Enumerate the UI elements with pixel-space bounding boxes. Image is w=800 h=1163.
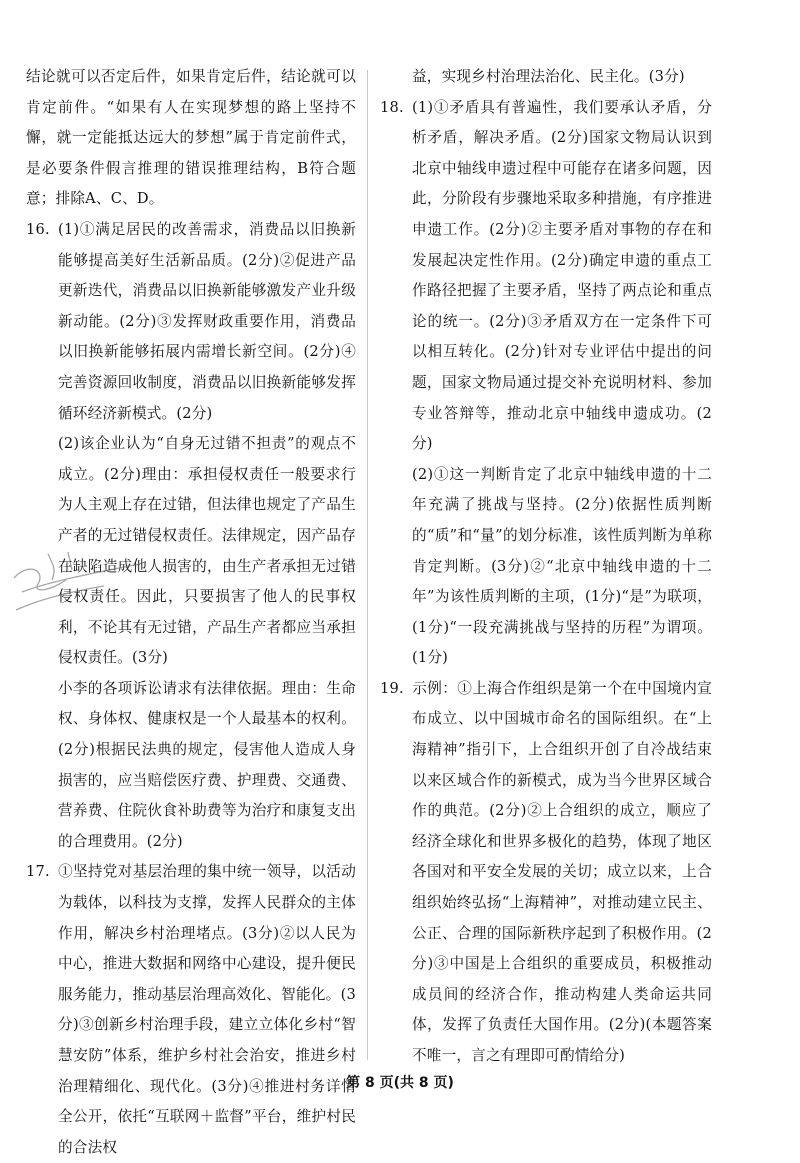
q16-part3: 小李的各项诉讼请求有法律依据。理由：生命权、身体权、健康权是一个人最基本的权利。(2分)根据民法典的规定，侵害他人造成人身损害的，应当赔偿医疗费、护理费、交通费、营养费、住院伙食补助费等为治疗和康复支出的合理费用。(2分) [58, 679, 356, 850]
q17-continuation: 益，实现乡村治理法治化、民主化。(3分) [412, 68, 685, 85]
page-footer: 第 8 页(共 8 页) [346, 1075, 454, 1091]
watermark-stamp-icon [8, 540, 158, 630]
q19-number: 19. [380, 679, 404, 697]
q18-part1: 18. (1)①矛盾具有普遍性，我们要承认矛盾，分析矛盾，解决矛盾。(2分)国家文物局认识到北京中轴线申遗过程中可能存在诸多问题，因此，分阶段有步骤地采取多种措施，有序推进申遗工作。(2分)②主要矛盾对事物的存在和发展起决定性作用。(2分)确定申遗的重点工作路径把握了主要矛盾，坚持了两点论和重点论的统一。(2分)③矛盾双方在一定条件下可以相互转化。(2分)针对专业评估中提出的问题，国家文物局通过提交补充说明材料、参加专业答辩等，推动北京中轴线申遗成功。(2分) [380, 93, 712, 460]
q15-continuation: 结论就可以否定后件，如果肯定后件，结论就可以肯定前件。“如果有人在实现梦想的路上坚持不懈，就一定能抵达远大的梦想”属于肯定前件式，是必要条件假言推理的错误推理结构，B符合题意；排除A、C、D。 [26, 68, 356, 208]
column-divider [367, 70, 368, 1060]
q16-part2: (2)该企业认为“自身无过错不担责”的观点不成立。(2分)理由：承担侵权责任一般要求行为人主观上存在过错，但法律也规定了产品生产者的无过错侵权责任。法律规定，因产品存在缺陷造成他人损害的，由生产者承担无过错侵权责任。因此，只要损害了他人的民事权利，不论其有无过错，产品生产者都应当承担侵权责任。(3分) [58, 435, 356, 667]
q16-part1: 16. (1)①满足居民的改善需求，消费品以旧换新能够提高美好生活新品质。(2分)②促进产品更新迭代，消费品以旧换新能够激发产业升级新动能。(2分)③发挥财政重要作用，消费品以旧换新能够拓展内需增长新空间。(2分)④完善资源回收制度，消费品以旧换新能够发挥循环经济新模式。(2分) [26, 215, 356, 429]
q17-answer: 17. ①坚持党对基层治理的集中统一领导，以活动为载体，以科技为支撑，发挥人民群众的主体作用，解决乡村治理堵点。(3分)②以人民为中心，推进大数据和网络中心建设，提升便民服务能力，推动基层治理高效化、智能化。(3分)③创新乡村治理手段，建立立体化乡村“智慧安防”体系，维护乡村社会治安，推进乡村治理精细化、现代化。(3分)④推进村务详情全公开，依托“互联网＋监督”平台，维护村民的合法权 [26, 857, 356, 1163]
q16-number: 16. [26, 220, 50, 238]
q19-answer: 19. 示例：①上海合作组织是第一个在中国境内宣布成立、以中国城市命名的国际组织。在“上海精神”指引下，上合组织开创了自冷战结束以来区域合作的新模式，成为当今世界区域合作的典范。(2分)②上合组织的成立，顺应了经济全球化和世界多极化的趋势，体现了地区各国对和平安全发展的关切；成立以来，上合组织始终弘扬“上海精神”，对推动建立民主、公正、合理的国际新秩序起到了积极作用。(2分)③中国是上合组织的重要成员，积极推动成员间的经济合作，推动构建人类命运共同体，发挥了负责任大国作用。(2分)(本题答案不唯一，言之有理即可酌情给分) [380, 674, 712, 1072]
right-column [380, 62, 712, 1072]
q18-number: 18. [380, 98, 404, 116]
q17-number: 17. [26, 863, 50, 881]
q18-part2: (2)①这一判断肯定了北京中轴线申遗的十二年充满了挑战与坚持。(2分)依据性质判断的“质”和“量”的划分标准，该性质判断为单称肯定判断。(3分)②“北京中轴线申遗的十二年”为该性质判断的主项，(1分)“是”为联项，(1分)“一段充满挑战与坚持的历程”为谓项。(1分) [412, 465, 712, 667]
